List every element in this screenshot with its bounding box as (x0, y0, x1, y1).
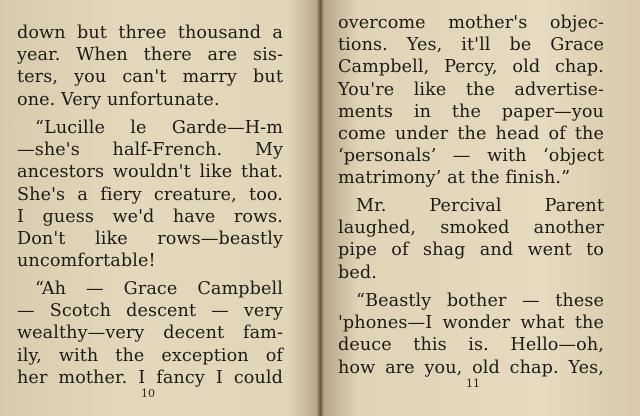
text-line: ‘personals’ — with ‘object (338, 146, 604, 167)
text-line: ters, you can't marry but (17, 67, 283, 88)
text-line: — Scotch descent — very (17, 301, 283, 322)
text-line: ments in the paper—you (338, 101, 604, 122)
text-line: pipe of shag and went to (338, 240, 604, 261)
text-line: You're like the advertise- (338, 79, 604, 100)
text-line: ily, with the exception of (17, 345, 283, 366)
text-line: deuce this is. Hello—oh, (338, 335, 604, 356)
right-paragraph-3 (338, 290, 604, 379)
page-number-left: 10 (141, 387, 155, 400)
text-line: ancestors wouldn't like that. (17, 162, 283, 183)
text-line: uncomfortable! (17, 251, 156, 272)
left-paragraph-1 (17, 22, 283, 111)
text-line: Don't like rows—beastly (17, 229, 283, 250)
right-paragraph-1 (338, 12, 604, 190)
text-line: I guess we'd have rows. (17, 206, 283, 227)
text-line: 'phones—I wonder what the (338, 313, 604, 334)
left-paragraph-3 (17, 278, 283, 389)
text-line: down but three thousand a (17, 23, 283, 43)
text-line: —she's half-French. My (17, 140, 283, 161)
text-line: come under the head of the (338, 124, 604, 145)
text-line: her mother. I fancy I could (17, 367, 283, 388)
left-paragraph-2 (17, 117, 283, 272)
text-line: one. Very unfortunate. (17, 89, 220, 110)
text-line: tions. Yes, it'll be Grace (338, 35, 604, 56)
text-line: “Lucille le Garde—H-m (35, 118, 283, 138)
text-line: wealthy—very decent fam- (17, 323, 283, 344)
text-line: “Ah — Grace Campbell (35, 279, 283, 299)
text-line: Mr. Percival Parent (356, 196, 604, 216)
text-line: “Beastly bother — these (356, 291, 604, 311)
text-line: She's a fiery creature, too. (17, 184, 283, 205)
text-line: how are you, old chap. Yes, (338, 357, 604, 378)
right-paragraph-2 (338, 195, 604, 284)
text-line: overcome mother's objec- (338, 13, 604, 33)
page-number-right: 11 (466, 377, 480, 390)
text-line: matrimony’ at the finish.” (338, 168, 571, 189)
text-line: year. When there are sis- (17, 45, 283, 66)
text-line: laughed, smoked another (338, 218, 604, 239)
text-line: bed. (338, 262, 377, 283)
text-line: Campbell, Percy, old chap. (338, 57, 604, 78)
